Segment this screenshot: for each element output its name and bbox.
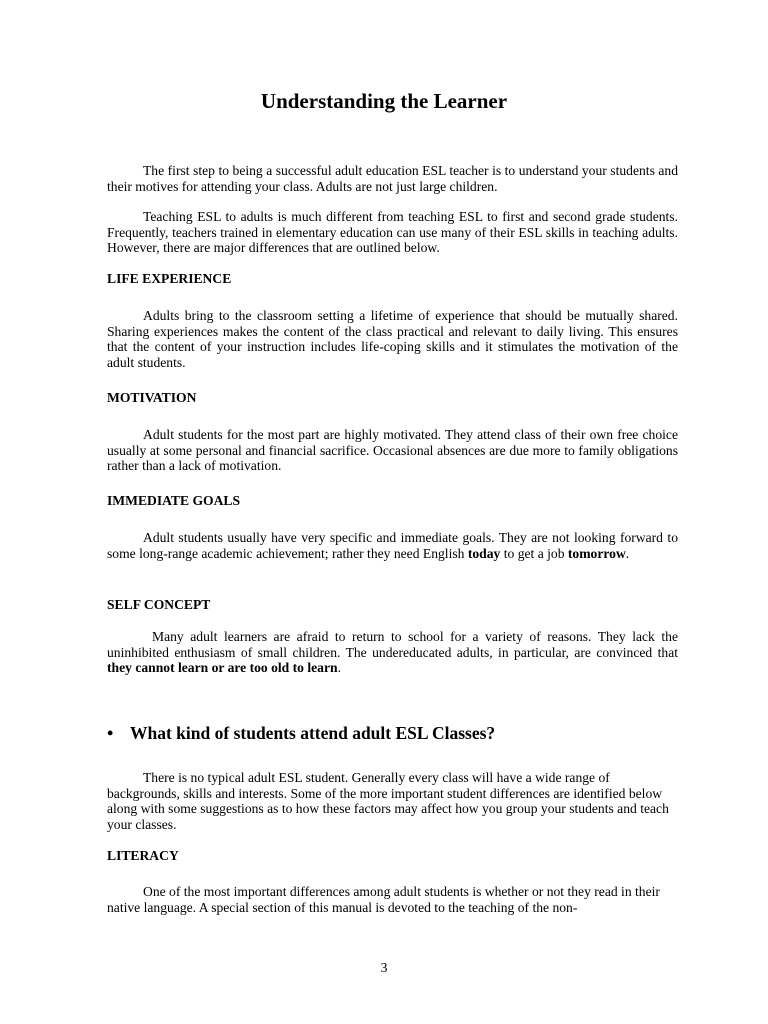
page-number: 3 [380, 960, 388, 975]
self-concept-text-a: Many adult learners are afraid to return to school for a variety of reasons. They lack the uninhibited enthusiasm of small children. The undereducated adults, in particular, are convinced that [107, 629, 678, 660]
section-heading-life-experience: LIFE EXPERIENCE [107, 271, 232, 286]
bullet-icon: • [107, 723, 114, 743]
life-experience-paragraph: Adults bring to the classroom setting a lifetime of experience that should be mutually shared. Sharing experiences makes the content of the class practical and relevant to daily living. This ensures that the content of your instruction includes life-coping skills and it stimulates the motivation of the adult students. [107, 308, 678, 370]
self-concept-text-b: . [337, 660, 341, 675]
section-heading-immediate-goals: IMMEDIATE GOALS [107, 493, 241, 508]
literacy-paragraph: One of the most important differences among adult students is whether or not they read in their native language. A special section of this manual is devoted to the teaching of the non- [107, 884, 660, 915]
immediate-goals-paragraph [107, 530, 678, 561]
immediate-goals-bold-today: today [467, 545, 501, 561]
immediate-goals-text-c: . [625, 545, 630, 561]
immediate-goals-bold-tomorrow: tomorrow [567, 545, 626, 561]
immediate-goals-text-b: to get a job [500, 545, 568, 561]
self-concept-bold-phrase: they cannot learn or are too old to learn [107, 660, 338, 675]
page-title: Understanding the Learner [260, 89, 508, 113]
students-question-text: What kind of students attend adult ESL Classes? [130, 723, 496, 743]
students-question-heading [107, 722, 495, 744]
motivation-paragraph: Adult students for the most part are highly motivated. They attend class of their own free choice usually at some personal and financial sacrifice. Occasional absences are due more to family obligations rather than a lack of motivation. [107, 427, 678, 473]
section-heading-self-concept: SELF CONCEPT [107, 597, 211, 612]
section-heading-literacy: LITERACY [107, 848, 179, 863]
intro-paragraph-1: The first step to being a successful adult education ESL teacher is to understand your students and their motives for attending your class. Adults are not just large children. [107, 163, 678, 194]
intro-paragraph-2: Teaching ESL to adults is much different from teaching ESL to first and second grade students. Frequently, teachers trained in elementary education can use many of their ESL skills in teaching adults. However, there are major differences that are outlined below. [107, 209, 678, 255]
students-question-paragraph: There is no typical adult ESL student. Generally every class will have a wide range of backgrounds, skills and interests. Some of the more important student differences are identified below along with some suggestions as to how these factors may affect how you group your students and teach your classes. [107, 770, 669, 832]
immediate-goals-text-a: Adult students usually have very specific and immediate goals. They are not looking forward to some long-range academic achievement; rather they need English [107, 530, 678, 561]
self-concept-paragraph [107, 629, 678, 676]
section-heading-motivation: MOTIVATION [107, 390, 197, 405]
